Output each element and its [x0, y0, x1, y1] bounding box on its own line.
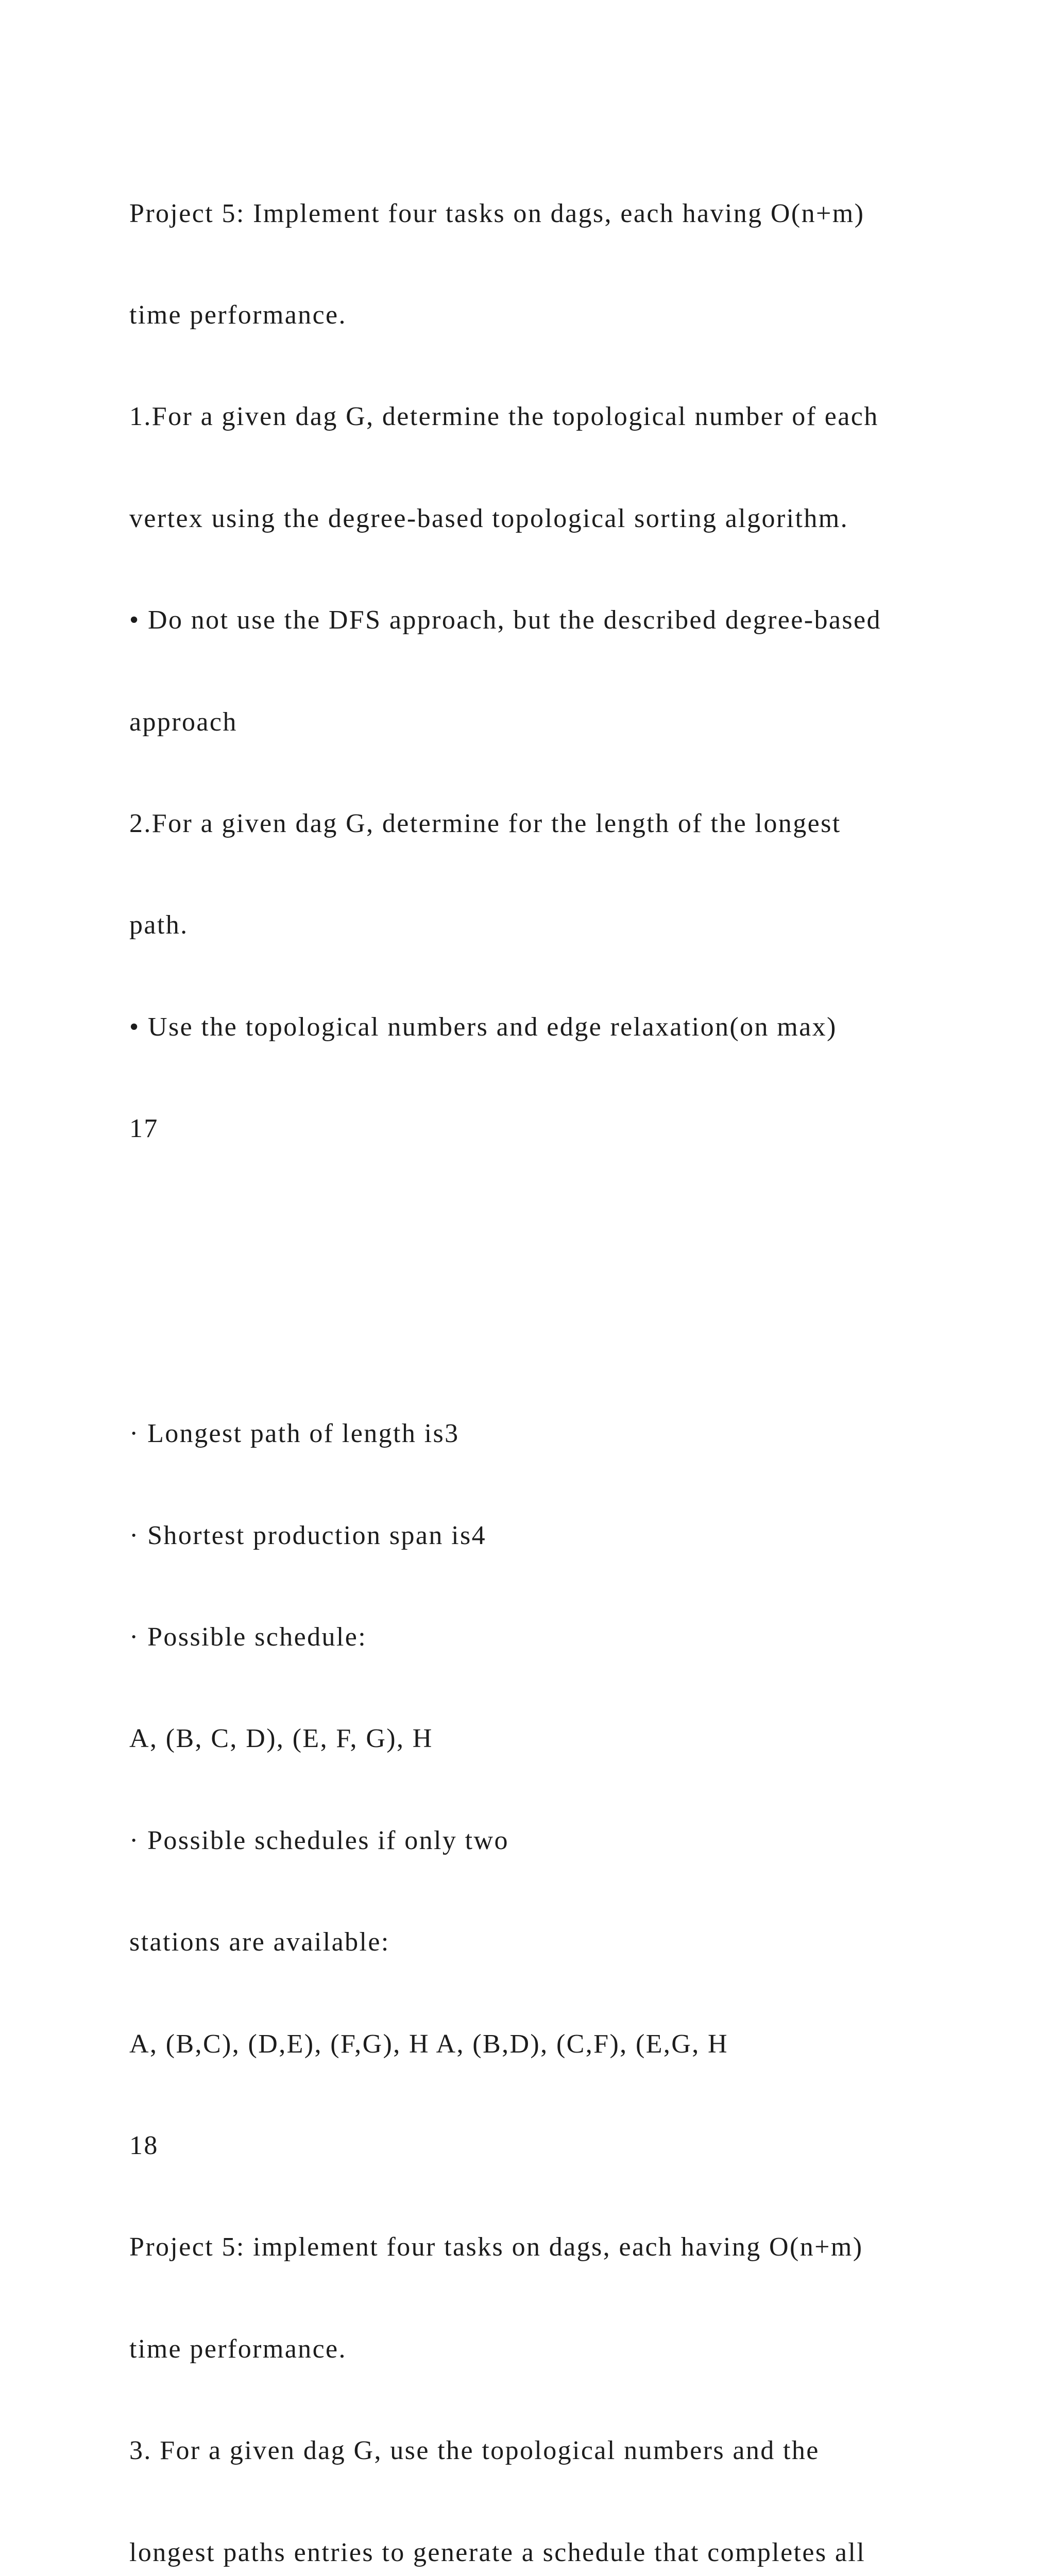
document-text [129, 129, 1005, 2576]
task1-line-2: vertex using the degree-based topological sorting algorithm. [129, 503, 848, 533]
task1-line-1: 1.For a given dag G, determine the topological number of each [129, 402, 879, 432]
page-number-17: 17 [129, 1114, 159, 1144]
task2-line-2: path. [129, 910, 189, 940]
blank-line [129, 1214, 1005, 1248]
task3-line-2: longest paths entries to generate a schedule that completes all [129, 2537, 866, 2567]
task1-bullet-line-2: approach [129, 707, 237, 737]
page-number-18: 18 [129, 2131, 159, 2161]
task2-line-1: 2.For a given dag G, determine for the length of the longest [129, 808, 841, 838]
two-stations-item-line-1: · Possible schedules if only two [129, 1825, 509, 1855]
task1-bullet-line-1: • Do not use the DFS approach, but the described degree-based [129, 605, 881, 635]
two-stations-schedules: A, (B,C), (D,E), (F,G), H A, (B,D), (C,F), (E,G, H [129, 2029, 728, 2059]
project5-heading-2-line-1: Project 5: implement four tasks on dags, each having O(n+m) [129, 2232, 863, 2262]
two-stations-item-line-2: stations are available: [129, 1927, 390, 1957]
schedule-example: A, (B, C, D), (E, F, G), H [129, 1724, 433, 1754]
blank-line [129, 1315, 1005, 1349]
task2-bullet: • Use the topological numbers and edge relaxation(on max) [129, 1012, 837, 1042]
project5-heading-2-line-2: time performance. [129, 2334, 347, 2364]
project5-heading-line-2: time performance. [129, 300, 347, 330]
possible-schedule-item: · Possible schedule: [129, 1622, 367, 1652]
longest-path-item: · Longest path of length is3 [129, 1419, 460, 1449]
project5-heading-line-1: Project 5: Implement four tasks on dags, each having O(n+m) [129, 198, 865, 228]
shortest-span-item: · Shortest production span is4 [129, 1520, 487, 1550]
task3-line-1: 3. For a given dag G, use the topological numbers and the [129, 2436, 820, 2466]
